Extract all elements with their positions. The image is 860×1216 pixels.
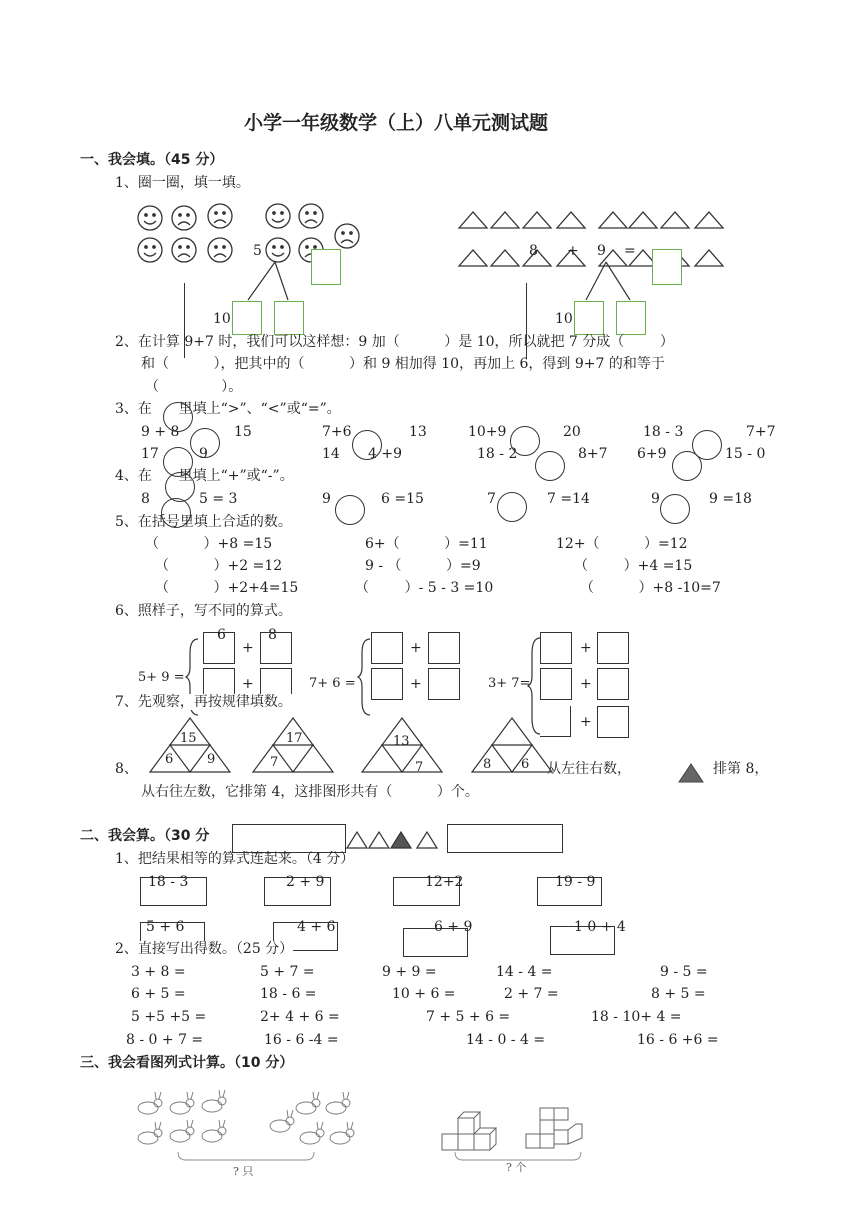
q3-answer-circle[interactable] bbox=[190, 428, 220, 458]
sad-face-icon bbox=[335, 224, 359, 248]
q1-right-plus: + bbox=[567, 243, 579, 259]
q8-text-b: 排第 8， bbox=[713, 761, 769, 777]
dark-triangle-icon bbox=[677, 762, 705, 784]
q7-text: 7、先观察，再按规律填数。 bbox=[115, 694, 292, 710]
q3-answer-circle[interactable] bbox=[672, 451, 702, 481]
q6-example-num: 8 bbox=[268, 627, 277, 643]
q5-item: 6+（ ）=11 bbox=[365, 536, 488, 552]
q1-right-answer-box[interactable] bbox=[652, 249, 682, 285]
calc-item: 2+ 4 + 6 = bbox=[260, 1009, 340, 1025]
q3-expr: 15 - 0 bbox=[725, 446, 766, 462]
q3-expr: 7+6 bbox=[322, 424, 352, 440]
page-title: 小学一年级数学（上）八单元测试题 bbox=[244, 112, 549, 134]
q8-figure-box-left bbox=[232, 824, 346, 853]
q6-box[interactable] bbox=[371, 668, 403, 700]
q4-expr: 7 =14 bbox=[547, 491, 590, 507]
q7-num: 7 bbox=[415, 760, 424, 775]
q6-box[interactable] bbox=[428, 632, 460, 664]
match-expr: 18 - 3 bbox=[148, 874, 189, 890]
calc-item: 8 + 5 = bbox=[651, 986, 706, 1002]
triangle-row-icon bbox=[345, 829, 445, 851]
calc-item: 7 + 5 + 6 = bbox=[426, 1009, 511, 1025]
calc-item: 5 + 7 = bbox=[260, 964, 315, 980]
q4-answer-circle[interactable] bbox=[497, 492, 527, 522]
match-expr: 1 0 + 4 bbox=[574, 919, 626, 935]
sad-face-icon bbox=[172, 206, 196, 230]
calc-item: 18 - 6 = bbox=[260, 986, 317, 1002]
q4-expr: 5 = 3 bbox=[199, 491, 238, 507]
calc-item: 14 - 4 = bbox=[496, 964, 553, 980]
q1-left-split-box-2[interactable] bbox=[274, 301, 304, 335]
q7-num: 7 bbox=[270, 755, 279, 770]
q5-item: （ ）+8 =15 bbox=[145, 536, 273, 552]
calc-item: 9 + 9 = bbox=[382, 964, 437, 980]
q3-expr: 10+9 bbox=[468, 424, 507, 440]
match-expr: 6 + 9 bbox=[434, 919, 473, 935]
q5-item: 9 - （ ）=9 bbox=[365, 558, 481, 574]
q5-item: 12+（ ）=12 bbox=[556, 536, 688, 552]
section-2-heading: 二、我会算。（30 分 bbox=[80, 828, 210, 844]
q6-box[interactable] bbox=[428, 668, 460, 700]
q7-num: 6 bbox=[165, 752, 174, 767]
q1-left-number: 5 bbox=[253, 243, 262, 259]
sad-face-icon bbox=[299, 204, 323, 228]
calc-item: 16 - 6 -4 = bbox=[264, 1032, 339, 1048]
q1-right-num-a: 8 bbox=[529, 243, 538, 259]
calc-item: 6 + 5 = bbox=[131, 986, 186, 1002]
triangles-group bbox=[457, 208, 737, 268]
q3-expr: 8+7 bbox=[578, 446, 608, 462]
q7-num: 9 bbox=[207, 752, 216, 767]
q5-item: （ ）+2 =12 bbox=[155, 558, 283, 574]
match-expr: 12+2 bbox=[425, 874, 464, 890]
q5-item: （ ）- 5 - 3 =10 bbox=[355, 580, 494, 596]
calc-item: 10 + 6 = bbox=[392, 986, 456, 1002]
total-bracket bbox=[176, 1150, 316, 1164]
q1-left-split-box-1[interactable] bbox=[232, 301, 262, 335]
q8-figure-box-right bbox=[447, 824, 563, 853]
q3-expr: 6+9 bbox=[637, 446, 667, 462]
q3-expr: 7+7 bbox=[746, 424, 776, 440]
q8-line-2: 从右往左数，它排第 4，这排图形共有（ ）个。 bbox=[141, 784, 479, 800]
q3-text: 3、在 里填上“>”、“<”或“=”。 bbox=[115, 401, 341, 417]
q6-box[interactable] bbox=[540, 668, 572, 700]
q4-answer-circle[interactable] bbox=[335, 495, 365, 525]
q4-answer-circle[interactable] bbox=[165, 472, 195, 502]
smiley-icon bbox=[266, 204, 290, 228]
q1-right-ten: 10 bbox=[555, 311, 573, 327]
match-expr: 5 + 6 bbox=[146, 919, 185, 935]
q4-text: 4、在 里填上“+”或“-”。 bbox=[115, 468, 294, 484]
q3-expr: 17 bbox=[141, 446, 159, 462]
section-3-heading: 三、我会看图列式计算。（10 分） bbox=[80, 1055, 294, 1071]
cubes-question-label: ? 个 bbox=[506, 1161, 527, 1174]
q6-example-num: 6 bbox=[217, 627, 226, 643]
smiley-icon bbox=[266, 238, 290, 262]
q3-expr: 20 bbox=[563, 424, 581, 440]
q4-answer-circle[interactable] bbox=[660, 494, 690, 524]
q2-line-2: 和（ ），把其中的（ ）和 9 相加得 10，再加上 6，得到 9+7 的和等于 bbox=[141, 356, 665, 372]
s2-q2-text: 2、直接写出得数。（25 分） bbox=[115, 941, 294, 957]
q5-item: （ ）+8 -10=7 bbox=[580, 580, 721, 596]
match-expr: 4 + 6 bbox=[297, 919, 336, 935]
smiley-icon bbox=[138, 238, 162, 262]
q3-expr: 18 - 3 bbox=[643, 424, 684, 440]
calc-item: 9 - 5 = bbox=[660, 964, 708, 980]
q1-right-split-box-1[interactable] bbox=[574, 301, 604, 335]
q8-label: 8、 bbox=[115, 761, 138, 777]
q4-expr: 6 =15 bbox=[381, 491, 424, 507]
q3-answer-circle[interactable] bbox=[352, 430, 382, 460]
s2-q1-text: 1、把结果相等的算式连起来。（4 分） bbox=[115, 851, 355, 867]
q6-text: 6、照样子，写不同的算式。 bbox=[115, 603, 292, 619]
q1-right-split-box-2[interactable] bbox=[616, 301, 646, 335]
q3-answer-circle[interactable] bbox=[510, 426, 540, 456]
q3-answer-circle[interactable] bbox=[535, 451, 565, 481]
calc-item: 8 - 0 + 7 = bbox=[126, 1032, 204, 1048]
q6-example-label: 3+ 7= bbox=[488, 676, 531, 691]
q5-text: 5、在括号里填上合适的数。 bbox=[115, 514, 292, 530]
q6-box[interactable] bbox=[597, 668, 629, 700]
calc-item: 5 +5 +5 = bbox=[131, 1009, 207, 1025]
q8-text-a: 从左往右数， bbox=[547, 761, 631, 777]
q6-plus: + bbox=[580, 676, 592, 692]
q3-expr: 18 - 2 bbox=[477, 446, 518, 462]
match-expr: 2 + 9 bbox=[286, 874, 325, 890]
sad-face-icon bbox=[208, 238, 232, 262]
calc-item: 2 + 7 = bbox=[504, 986, 559, 1002]
q6-plus: + bbox=[580, 640, 592, 656]
match-expr: 19 - 9 bbox=[555, 874, 596, 890]
q1-right-equals: = bbox=[624, 243, 636, 259]
q2-line-1: 2、在计算 9+7 时，我们可以这样想：9 加（ ）是 10，所以就把 7 分成（ ） bbox=[115, 334, 674, 350]
q6-plus: + bbox=[242, 676, 254, 692]
number-triangles bbox=[150, 716, 750, 776]
cubes-icon bbox=[440, 1104, 600, 1154]
q6-example-label: 5+ 9 = bbox=[138, 670, 185, 685]
q7-num: 8 bbox=[483, 757, 492, 772]
q6-plus: + bbox=[410, 640, 422, 656]
q7-num: 13 bbox=[393, 734, 410, 749]
q7-num: 6 bbox=[521, 757, 530, 772]
q7-num: 17 bbox=[286, 731, 303, 746]
q6-box[interactable] bbox=[597, 632, 629, 664]
rabbits-icon bbox=[132, 1090, 372, 1150]
q3-expr: 4 +9 bbox=[368, 446, 402, 462]
q6-box[interactable] bbox=[371, 632, 403, 664]
q6-plus: + bbox=[410, 676, 422, 692]
q3-expr: 9 + 8 bbox=[141, 424, 180, 440]
q1-left-ten: 10 bbox=[213, 311, 231, 327]
q6-plus: + bbox=[242, 640, 254, 656]
q4-expr: 9 bbox=[651, 491, 660, 507]
q1-right-num-b: 9 bbox=[597, 243, 606, 259]
q3-expr: 15 bbox=[234, 424, 252, 440]
sad-face-icon bbox=[208, 204, 232, 228]
q5-item: （ ）+2+4=15 bbox=[155, 580, 299, 596]
q6-box[interactable] bbox=[540, 632, 572, 664]
q2-line-3: （ ）。 bbox=[145, 379, 243, 395]
q5-item: （ ）+4 =15 bbox=[574, 558, 693, 574]
q3-expr: 9 bbox=[199, 446, 208, 462]
sad-face-icon bbox=[172, 238, 196, 262]
q1-text: 1、圈一圈，填一填。 bbox=[115, 175, 250, 191]
calc-item: 18 - 10+ 4 = bbox=[591, 1009, 682, 1025]
smiley-icon bbox=[138, 206, 162, 230]
q4-expr: 8 bbox=[141, 491, 150, 507]
calc-item: 16 - 6 +6 = bbox=[637, 1032, 719, 1048]
q3-expr: 13 bbox=[409, 424, 427, 440]
q4-expr: 7 bbox=[487, 491, 496, 507]
q7-num: 15 bbox=[180, 731, 197, 746]
section-1-heading: 一、我会填。（45 分） bbox=[80, 152, 224, 168]
calc-item: 14 - 0 - 4 = bbox=[466, 1032, 546, 1048]
q6-plus: + bbox=[580, 714, 592, 730]
q4-expr: 9 =18 bbox=[709, 491, 752, 507]
q3-answer-circle[interactable] bbox=[163, 402, 193, 432]
q3-expr: 14 bbox=[322, 446, 340, 462]
q4-expr: 9 bbox=[322, 491, 331, 507]
rabbits-question-label: ? 只 bbox=[233, 1165, 254, 1178]
calc-item: 3 + 8 = bbox=[131, 964, 186, 980]
q6-example-label: 7+ 6 = bbox=[309, 676, 356, 691]
